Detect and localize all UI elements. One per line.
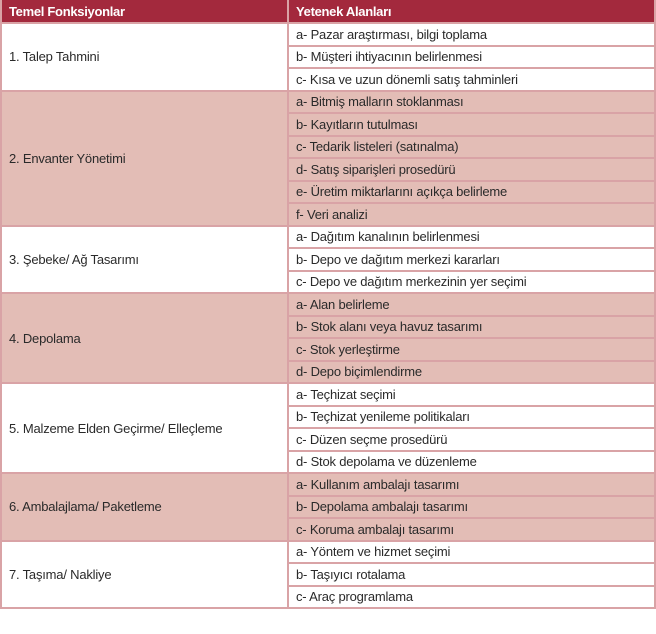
ability-cell: b- Kayıtların tutulması — [288, 113, 655, 136]
table-row — [1, 91, 655, 114]
table-row — [1, 383, 655, 406]
ability-cell: b- Depolama ambalajı tasarımı — [288, 496, 655, 519]
ability-cell: c- Koruma ambalajı tasarımı — [288, 518, 655, 541]
ability-cell: a- Alan belirleme — [288, 293, 655, 316]
ability-cell: e- Üretim miktarlarını açıkça belirleme — [288, 181, 655, 204]
ability-cell: c- Tedarik listeleri (satınalma) — [288, 136, 655, 159]
table-row — [1, 226, 655, 249]
ability-cell: a- Kullanım ambalajı tasarımı — [288, 473, 655, 496]
function-cell: 6. Ambalajlama/ Paketleme — [1, 473, 288, 541]
ability-cell: a- Teçhizat seçimi — [288, 383, 655, 406]
ability-cell: c- Depo ve dağıtım merkezinin yer seçimi — [288, 271, 655, 294]
ability-cell: a- Pazar araştırması, bilgi toplama — [288, 23, 655, 46]
table-body — [1, 23, 655, 608]
table-row — [1, 293, 655, 316]
ability-cell: a- Dağıtım kanalının belirlenmesi — [288, 226, 655, 249]
ability-cell: a- Bitmiş malların stoklanması — [288, 91, 655, 114]
ability-cell: c- Araç programlama — [288, 586, 655, 609]
ability-cell: b- Stok alanı veya havuz tasarımı — [288, 316, 655, 339]
function-cell: 5. Malzeme Elden Geçirme/ Elleçleme — [1, 383, 288, 473]
header-row — [1, 0, 655, 23]
ability-cell: d- Stok depolama ve düzenleme — [288, 451, 655, 474]
header-functions: Temel Fonksiyonlar — [1, 0, 288, 23]
ability-cell: d- Depo biçimlendirme — [288, 361, 655, 384]
ability-cell: b- Müşteri ihtiyacının belirlenmesi — [288, 46, 655, 69]
ability-cell: c- Stok yerleştirme — [288, 338, 655, 361]
ability-cell: b- Depo ve dağıtım merkezi kararları — [288, 248, 655, 271]
function-cell: 1. Talep Tahmini — [1, 23, 288, 91]
ability-cell: d- Satış siparişleri prosedürü — [288, 158, 655, 181]
ability-cell: a- Yöntem ve hizmet seçimi — [288, 541, 655, 564]
table-row — [1, 541, 655, 564]
ability-cell: b- Teçhizat yenileme politikaları — [288, 406, 655, 429]
function-cell: 3. Şebeke/ Ağ Tasarımı — [1, 226, 288, 294]
ability-cell: c- Düzen seçme prosedürü — [288, 428, 655, 451]
header-abilities: Yetenek Alanları — [288, 0, 655, 23]
ability-cell: c- Kısa ve uzun dönemli satış tahminleri — [288, 68, 655, 91]
table-row — [1, 473, 655, 496]
ability-cell: f- Veri analizi — [288, 203, 655, 226]
function-cell: 2. Envanter Yönetimi — [1, 91, 288, 226]
table-row — [1, 23, 655, 46]
ability-cell: b- Taşıyıcı rotalama — [288, 563, 655, 586]
function-cell: 4. Depolama — [1, 293, 288, 383]
function-cell: 7. Taşıma/ Nakliye — [1, 541, 288, 609]
